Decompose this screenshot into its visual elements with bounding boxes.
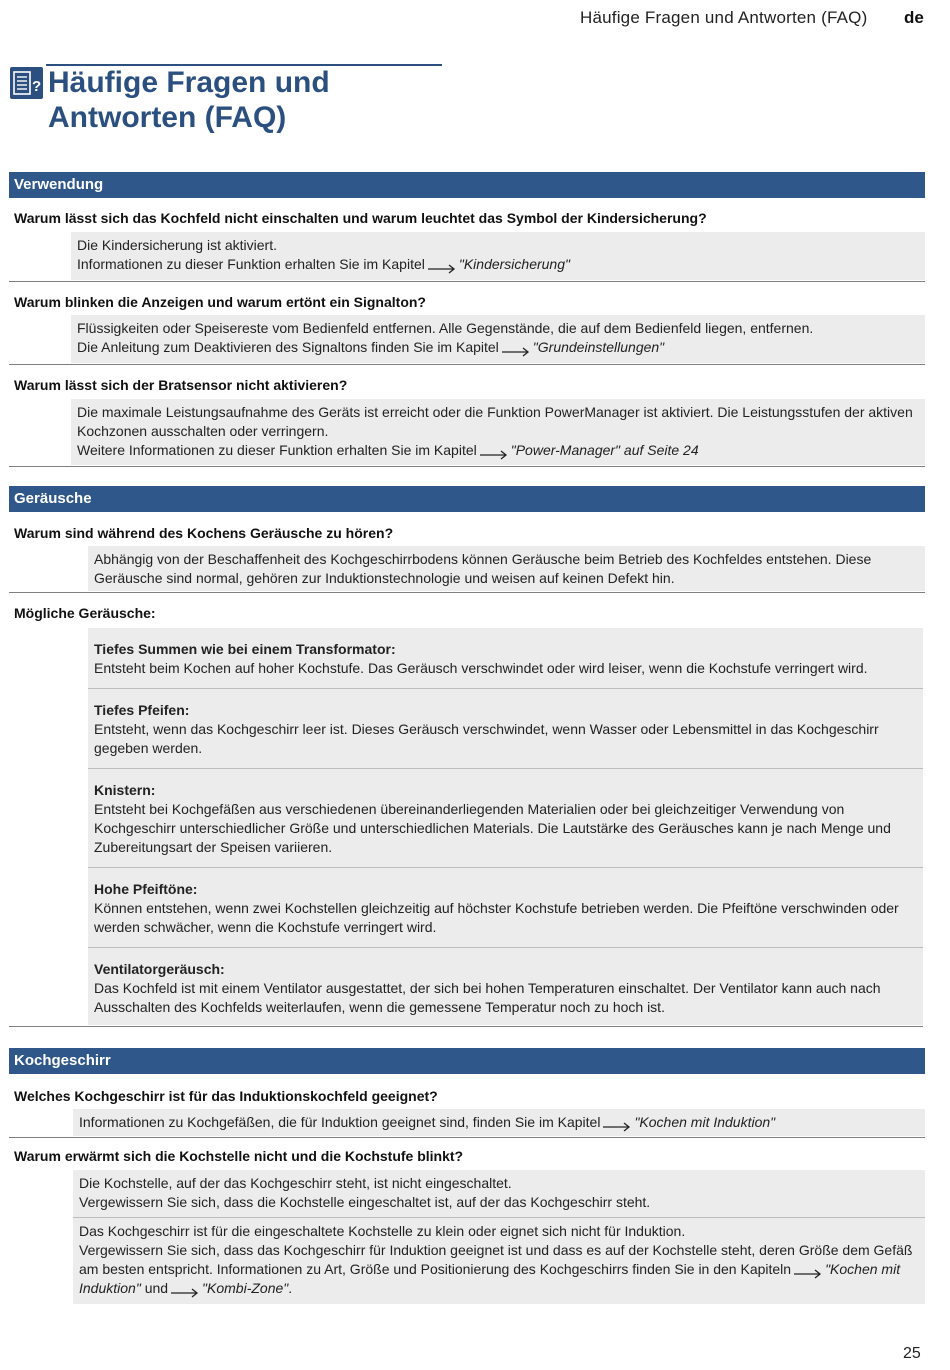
- noises-label: Mögliche Geräusche:: [14, 605, 156, 621]
- faq-document-icon: [10, 67, 43, 99]
- chapter-reference-link[interactable]: "Kindersicherung": [458, 256, 570, 272]
- faq-question: Warum sind während des Kochens Geräusche zu hören?: [14, 525, 394, 541]
- arrow-right-icon: [480, 446, 508, 456]
- divider: [9, 281, 925, 282]
- page-title-line1: Häufige Fragen und: [48, 66, 330, 99]
- chapter-reference-link[interactable]: "Kochen mit Induktion": [79, 1261, 901, 1296]
- arrow-right-icon: [428, 260, 456, 270]
- faq-answer: [71, 315, 925, 363]
- faq-answer: [71, 232, 925, 280]
- answer-text: Flüssigkeiten oder Speisereste vom Bedienfeld entfernen. Alle Gegenstände, die auf dem Bedienfeld liegen, entfernen.: [77, 320, 814, 336]
- answer-text: Die Kindersicherung ist aktiviert.: [77, 237, 277, 253]
- noise-title: Tiefes Summen wie bei einem Transformator:: [94, 641, 396, 657]
- noise-item: [88, 689, 923, 768]
- noise-title: Hohe Pfeiftöne:: [94, 881, 198, 897]
- noise-text: Entsteht bei Kochgefäßen aus verschiedenen übereinanderliegenden Materialien oder bei gleichzeitiger Verwendung von Kochgeschirr unterschiedlicher Größe und unterschiedlichen Materials. Die Lautstärke des Geräusches kann je nach Menge und Zubereitungsart der Speisen variieren.: [94, 801, 891, 855]
- page-number: 25: [903, 1345, 921, 1362]
- divider: [9, 1137, 925, 1138]
- faq-answer: [73, 1218, 925, 1304]
- section-header-verwendung: Verwendung: [9, 172, 925, 198]
- chapter-reference-link[interactable]: "Grundeinstellungen": [532, 339, 665, 355]
- chapter-reference-link[interactable]: "Kombi-Zone": [202, 1280, 289, 1296]
- noise-item: [88, 948, 923, 1025]
- answer-text: Die maximale Leistungsaufnahme des Geräts ist erreicht oder die Funktion PowerManager ist aktiviert. Die Leistungsstufen der aktiven Kochzonen ausschalten oder verringern.: [77, 404, 913, 439]
- noise-item: [88, 769, 923, 867]
- arrow-right-icon: [603, 1118, 631, 1128]
- arrow-right-icon: [502, 343, 530, 353]
- answer-text: und: [144, 1280, 169, 1296]
- noise-item: [88, 628, 923, 688]
- answer-text: Die Anleitung zum Deaktivieren des Signaltons finden Sie im Kapitel: [77, 339, 499, 355]
- noise-text: Können entstehen, wenn zwei Kochstellen gleichzeitig auf höchster Kochstufe betrieben werden. Die Pfeiftöne verschwinden oder werden schwächer, wenn die Kochstufe verringert wird.: [94, 900, 899, 935]
- chapter-reference-link[interactable]: "Power-Manager" auf Seite 24: [510, 442, 699, 458]
- section-header-geraeusche: Geräusche: [9, 486, 925, 512]
- answer-text: Vergewissern Sie sich, dass das Kochgeschirr für Induktion geeignet ist und dass es auf der Kochstelle steht, deren Größe dem Gefäß am besten entspricht. Informationen zu Art, Größe und Positionierung des Kochgeschirrs finden Sie in den Kapiteln: [79, 1242, 913, 1277]
- answer-text: Weitere Informationen zu dieser Funktion erhalten Sie im Kapitel: [77, 442, 477, 458]
- faq-question: Welches Kochgeschirr ist für das Induktionskochfeld geeignet?: [14, 1088, 438, 1104]
- noise-item: [88, 868, 923, 947]
- noise-text: Entsteht, wenn das Kochgeschirr leer ist. Dieses Geräusch verschwindet, wenn Wasser oder Lebensmittel in das Kochgeschirr gegeben werden.: [94, 721, 879, 756]
- faq-answer: [71, 399, 925, 465]
- divider: [9, 1026, 923, 1027]
- divider: [9, 592, 925, 593]
- noise-text: Das Kochfeld ist mit einem Ventilator ausgestattet, der sich bei hohen Temperaturen einschaltet. Der Ventilator kann auch nach Ausschalten des Kochfelds weiterlaufen, wenn die gemessene Temperatur noch zu hoch ist.: [94, 980, 881, 1015]
- noise-text: Entsteht beim Kochen auf hoher Kochstufe. Das Geräusch verschwindet oder wird leiser, wenn die Kochstufe verringert wird.: [94, 660, 868, 676]
- chapter-reference-link[interactable]: "Kochen mit Induktion": [634, 1114, 776, 1130]
- faq-question: Warum erwärmt sich die Kochstelle nicht und die Kochstufe blinkt?: [14, 1148, 464, 1164]
- faq-answer: [88, 546, 925, 591]
- arrow-right-icon: [171, 1284, 199, 1294]
- answer-text: Informationen zu dieser Funktion erhalten Sie im Kapitel: [77, 256, 425, 272]
- answer-text: Vergewissern Sie sich, dass die Kochstelle eingeschaltet ist, auf der das Kochgeschirr steht.: [79, 1194, 651, 1210]
- page-title: [48, 65, 330, 135]
- faq-question: Warum lässt sich das Kochfeld nicht einschalten und warum leuchtet das Symbol der Kindersicherung?: [14, 210, 707, 226]
- noise-title: Tiefes Pfeifen:: [94, 702, 190, 718]
- faq-question: Warum lässt sich der Bratsensor nicht aktivieren?: [14, 377, 348, 393]
- answer-text: Das Kochgeschirr ist für die eingeschaltete Kochstelle zu klein oder eignet sich nicht für Induktion.: [79, 1223, 686, 1239]
- faq-question: Warum blinken die Anzeigen und warum ertönt ein Signalton?: [14, 294, 426, 310]
- section-header-kochgeschirr: Kochgeschirr: [9, 1048, 925, 1074]
- svg-text:?: ?: [32, 78, 42, 95]
- answer-text: Informationen zu Kochgefäßen, die für Induktion geeignet sind, finden Sie im Kapitel: [79, 1114, 601, 1130]
- answer-text: Abhängig von der Beschaffenheit des Kochgeschirrbodens können Geräusche beim Betrieb des Kochfeldes entstehen. Diese Geräusche sind normal, gehören zur Induktionstechnologie und weisen auf keinen Defekt hin.: [94, 551, 872, 586]
- running-header-title: Häufige Fragen und Antworten (FAQ): [580, 8, 868, 27]
- answer-text: Die Kochstelle, auf der das Kochgeschirr steht, ist nicht eingeschaltet.: [79, 1175, 512, 1191]
- divider: [9, 364, 925, 365]
- faq-answer: [73, 1109, 925, 1136]
- page-title-line2: Antworten (FAQ): [48, 101, 287, 134]
- faq-answer: [73, 1170, 925, 1217]
- noise-title: Knistern:: [94, 782, 156, 798]
- divider: [9, 466, 925, 467]
- arrow-right-icon: [794, 1265, 822, 1275]
- answer-text: .: [288, 1280, 293, 1296]
- noise-title: Ventilatorgeräusch:: [94, 961, 225, 977]
- language-code: de: [904, 8, 924, 27]
